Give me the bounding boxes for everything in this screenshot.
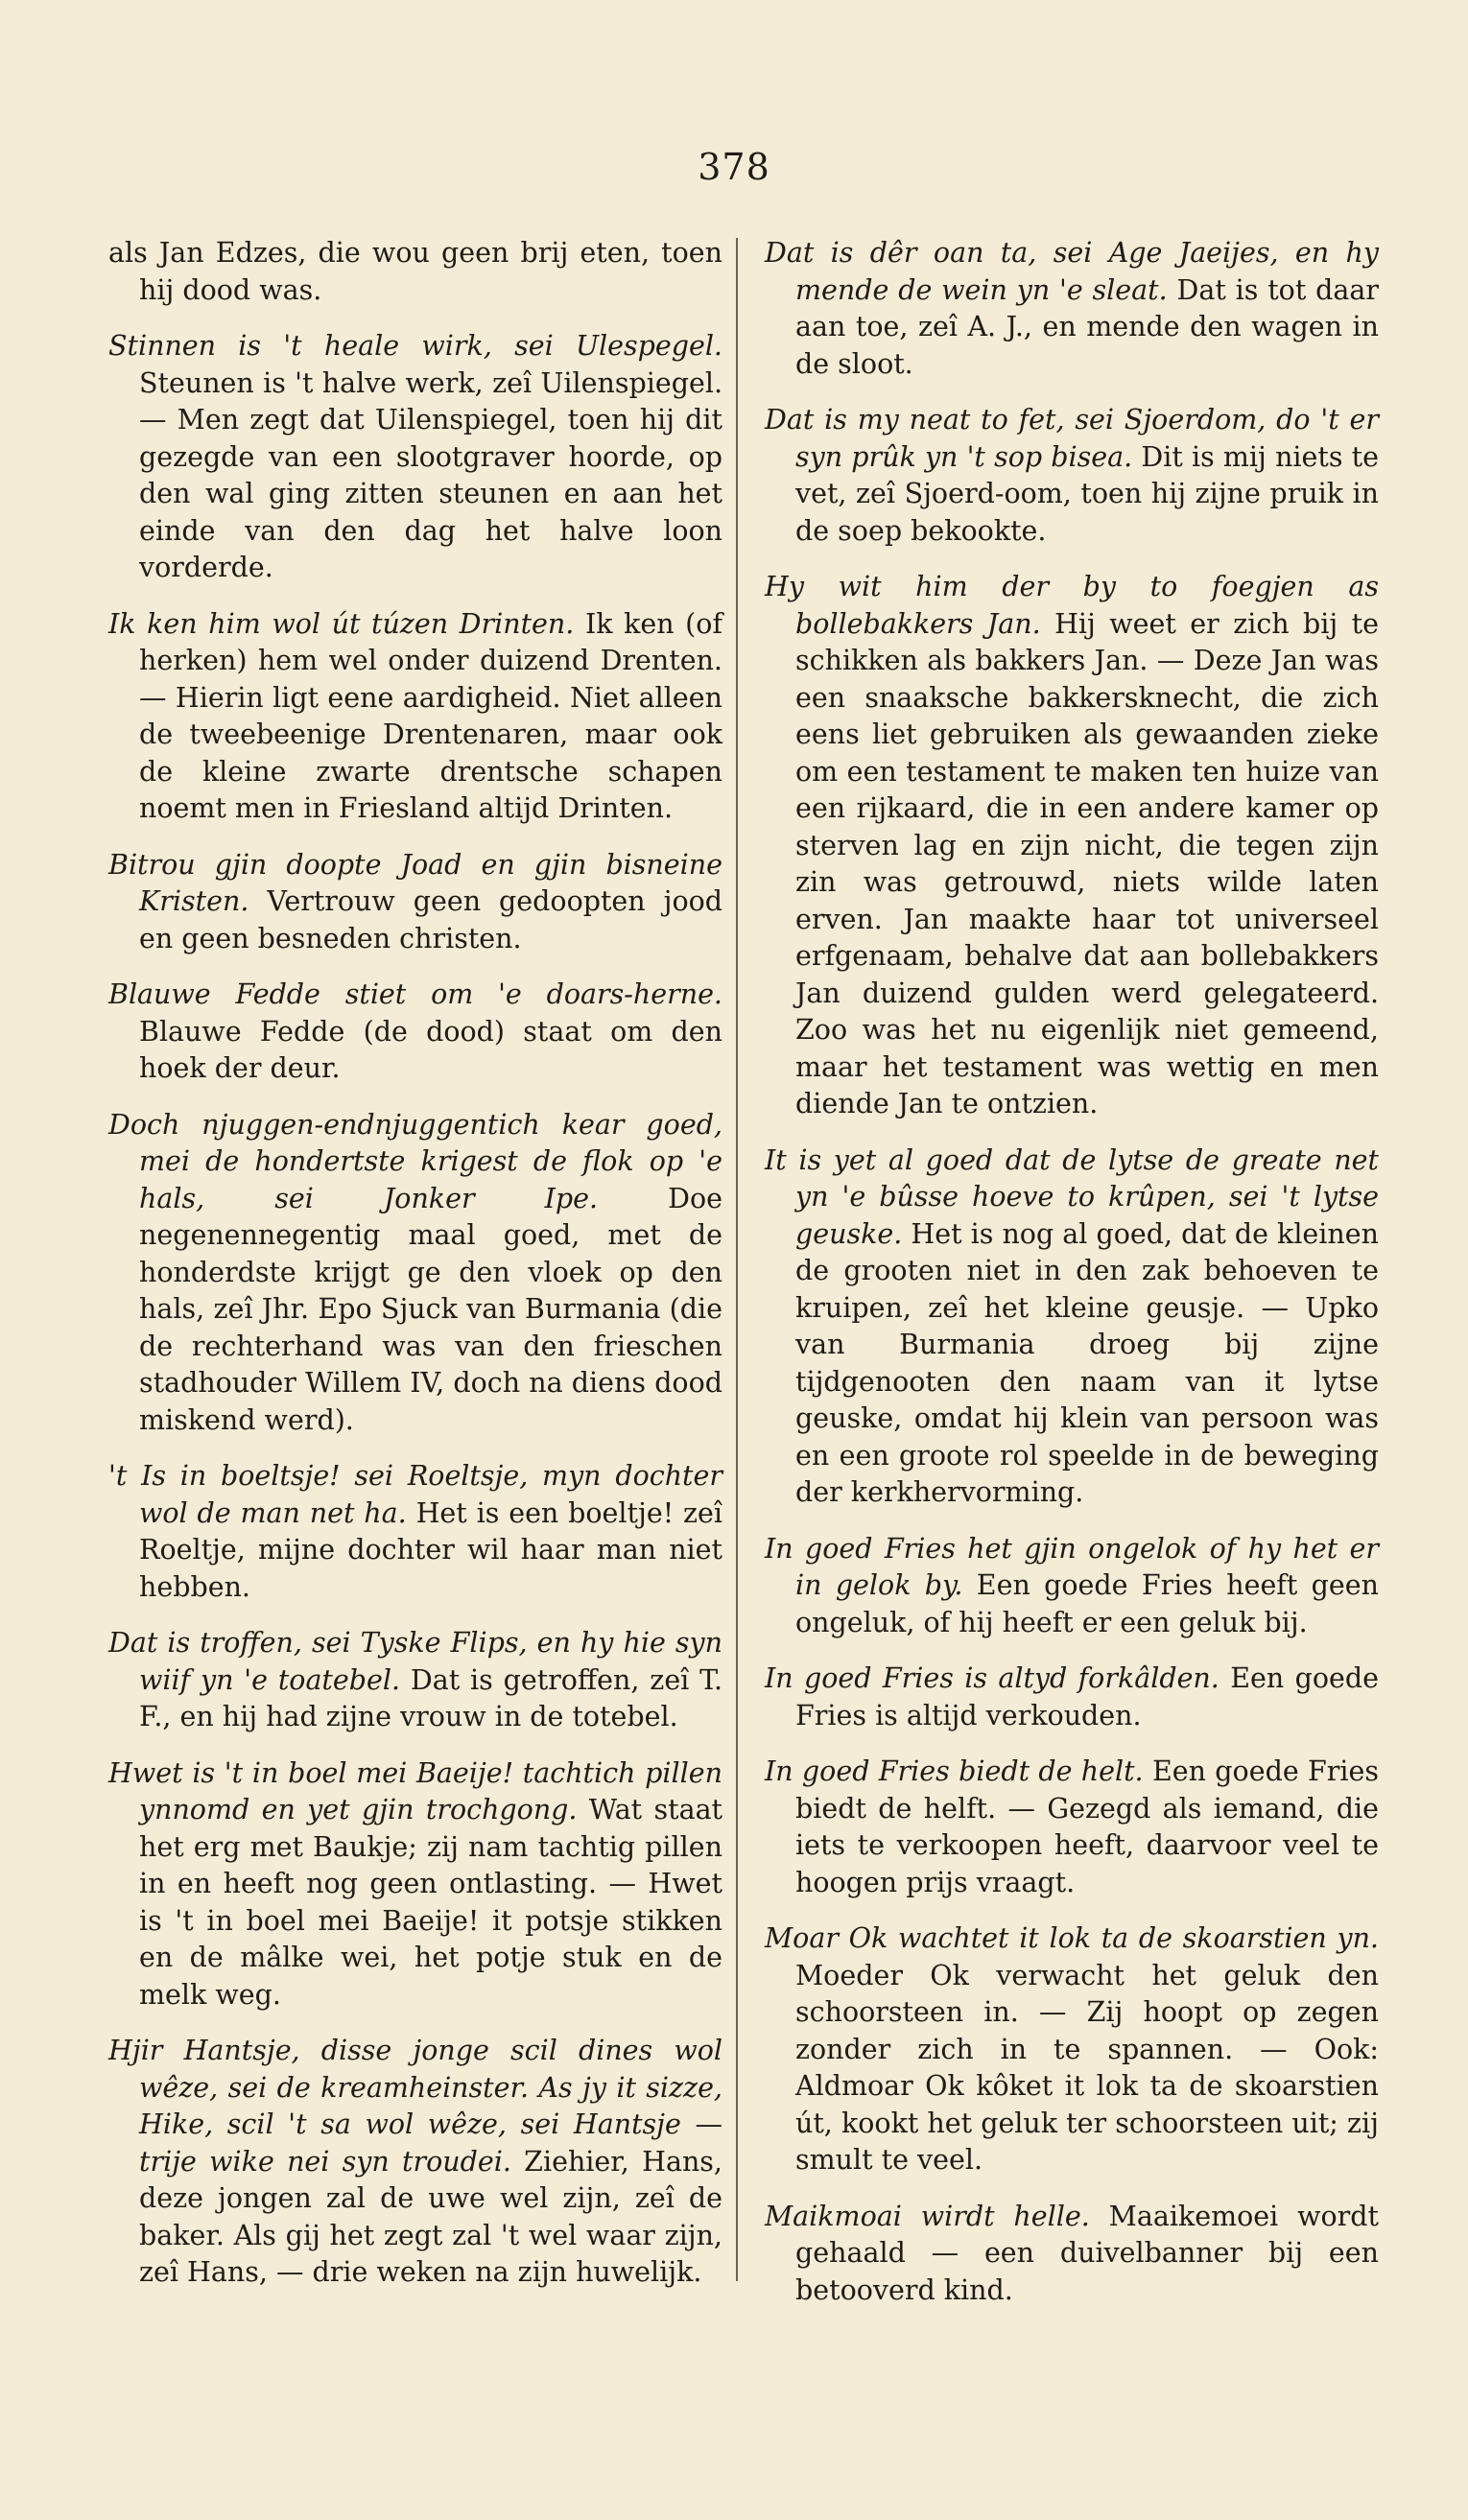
proverb-entry xyxy=(108,606,722,828)
proverb-entry xyxy=(765,2199,1379,2310)
dutch-translation: Hij weet er zich bij te schikken als bakkers Jan. — Deze Jan was een snaaksche bakkersknecht, die zich eens liet gebruiken als gewaanden zieke om een testament te maken ten huize van een rijkaard, die in een andere kamer op sterven lag en zijn nicht, die tegen zijn zin was getrouwd, niets wilde laten erven. Jan maakte haar tot universeel erfgenaam, behalve dat aan bollebakkers Jan duizend gulden werd gelegateerd. Zoo was het nu eigenlijk niet gemeend, maar het testament was wettig en men diende Jan te ontzien. xyxy=(795,607,1379,1119)
frisian-proverb: Hjir Hantsje, disse jonge scil dines wol wêze, sei de kreamheinster. As jy it sizze, Hike, scil 't sa wol wêze, sei Hantsje — trije wike nei syn troudei. xyxy=(108,2035,722,2178)
proverb-entry xyxy=(108,1458,722,1606)
frisian-proverb: Stinnen is 't heale wirk, sei Ulespegel. xyxy=(108,330,722,362)
dutch-translation: Maaikemoei wordt gehaald — een duivelbanner bij een betooverd kind. xyxy=(795,2200,1379,2306)
proverb-entry xyxy=(765,1142,1379,1512)
frisian-proverb: Ik ken him wol út túzen Drinten. xyxy=(108,607,575,640)
dutch-translation: Een goede Fries biedt de helft. — Gezegd als iemand, die iets te verkoopen heeft, daarvoor veel te hoogen prijs vraagt. xyxy=(795,1755,1380,1898)
proverb-entry xyxy=(108,847,722,958)
dutch-translation: Steunen is 't halve werk, zeî Uilenspiegel. — Men zegt dat Uilenspiegel, toen hij dit gezegde van een slootgraver hoorde, op den wal ging zitten steunen en aan het einde van den dag het halve loon vorderde. xyxy=(139,366,722,583)
frisian-proverb: It is yet al goed dat de lytse de greate net yn 'e bûsse hoeve to krûpen, sei 't lytse geuske. xyxy=(765,1143,1379,1250)
proverb-entry xyxy=(108,1625,722,1736)
dutch-translation: Vertrouw geen gedoopten jood en geen besneden christen. xyxy=(139,885,723,954)
frisian-proverb: In goed Fries is altyd forkâlden. xyxy=(765,1662,1219,1694)
frisian-proverb: Maikmoai wirdt helle. xyxy=(765,2200,1090,2232)
right-column xyxy=(765,235,1379,2309)
dutch-translation: Doe negenennegentig maal goed, met de honderdste krijgt ge den vloek op den hals, zeî Jhr. Epo Sjuck van Burmania (die de rechterhand was van den frieschen stadhouder Willem IV, doch na diens dood miskend werd). xyxy=(139,1182,722,1436)
frisian-proverb: Doch njuggen-endnjuggentich kear goed, mei de hondertste krigest de flok op 'e hals, sei Jonker Ipe. xyxy=(108,1108,722,1214)
proverb-entry xyxy=(765,402,1379,550)
proverb-entry xyxy=(108,2033,722,2292)
frisian-proverb: Dat is dêr oan ta, sei Age Jaeijes, en hy mende de wein yn 'e sleat. xyxy=(765,237,1379,306)
dutch-translation: Dit is mij niets te vet, zeî Sjoerd-oom, toen hij zijne pruik in de soep bekookte. xyxy=(795,440,1379,547)
frisian-proverb: In goed Fries het gjin ongelok of hy het er in gelok by. xyxy=(765,1532,1379,1601)
frisian-proverb: Bitrou gjin doopte Joad en gjin bisneine Kristen. xyxy=(108,848,722,917)
proverb-entry xyxy=(765,569,1379,1123)
left-column xyxy=(108,235,722,2292)
dutch-translation: Blauwe Fedde (de dood) staat om den hoek der deur. xyxy=(139,1015,722,1084)
frisian-proverb: Hwet is 't in boel mei Baeije! tachtich pillen ynnomd en yet gjin trochgong. xyxy=(108,1756,722,1825)
proverb-entry xyxy=(108,235,722,309)
dutch-translation: Ziehier, Hans, deze jongen zal de uwe wel zijn, zeî de baker. Als gij het zegt zal 't wel waar zijn, zeî Hans, — drie weken na zijn huwelijk. xyxy=(139,2145,722,2288)
dutch-translation: Een goede Fries heeft geen ongeluk, of hij heeft er een geluk bij. xyxy=(795,1569,1379,1638)
proverb-entry xyxy=(765,1754,1379,1901)
dutch-translation: Het is nog al goed, dat de kleinen de grooten niet in den zak behoeven te kruipen, zeî het kleine geusje. — Upko van Burmania droeg bij zijne tijdgenooten den naam van it lytse geuske, omdat hij klein van persoon was en een groote rol speelde in de beweging der kerkhervorming. xyxy=(795,1217,1379,1508)
dutch-translation: Moeder Ok verwacht het geluk den schoorsteen in. — Zij hoopt op zegen zonder zich in te spannen. — Ook: Aldmoar Ok kôket it lok ta de skoarstien út, kookt het geluk ter schoorsteen uit; zij smult te veel. xyxy=(795,1959,1379,2176)
proverb-entry xyxy=(108,977,722,1088)
frisian-proverb: 't Is in boeltsje! sei Roeltsje, myn dochter wol de man net ha. xyxy=(108,1460,722,1529)
frisian-proverb: Dat is my neat to fet, sei Sjoerdom, do 't er syn prûk yn 't sop bisea. xyxy=(765,404,1379,473)
dutch-translation: Ik ken (of herken) hem wel onder duizend Drenten. — Hierin ligt eene aardigheid. Niet alleen de tweebeenige Drentenaren, maar ook de kleine zwarte drentsche schapen noemt men in Friesland altijd Drinten. xyxy=(139,607,723,824)
frisian-proverb: Blauwe Fedde stiet om 'e doars-herne. xyxy=(108,978,722,1010)
proverb-entry xyxy=(765,1531,1379,1642)
frisian-proverb: In goed Fries biedt de helt. xyxy=(765,1755,1144,1787)
frisian-proverb: Hy wit him der by to foegjen as bollebakkers Jan. xyxy=(765,571,1379,640)
dutch-translation: Het is een boeltje! zeî Roeltje, mijne dochter wil haar man niet hebben. xyxy=(139,1496,723,1603)
frisian-proverb: Dat is troffen, sei Tyske Flips, en hy hie syn wiif yn 'e toatebel. xyxy=(108,1627,722,1696)
column-divider xyxy=(736,238,738,2281)
dutch-translation: Een goede Fries is altijd verkouden. xyxy=(795,1662,1380,1731)
frisian-proverb: Moar Ok wachtet it lok ta de skoarstien yn. xyxy=(765,1922,1379,1954)
dutch-translation: Dat is tot daar aan toe, zeî A. J., en mende den wagen in de sloot. xyxy=(795,273,1379,380)
proverb-entry xyxy=(765,1920,1379,2179)
proverb-entry xyxy=(765,1660,1379,1734)
dutch-translation: Dat is getroffen, zeî T. F., en hij had zijne vrouw in de totebel. xyxy=(139,1663,723,1732)
proverb-entry xyxy=(108,328,722,587)
dutch-translation: als Jan Edzes, die wou geen brij eten, toen hij dood was. xyxy=(108,237,722,306)
proverb-entry xyxy=(765,235,1379,383)
page-number: 378 xyxy=(698,146,770,188)
proverb-entry xyxy=(108,1755,722,2014)
dutch-translation: Wat staat het erg met Baukje; zij nam tachtig pillen in en heeft nog geen ontlasting. — Hwet is 't in boel mei Baeije! it potsje stikken en de mâlke wei, het potje stuk en de melk weg. xyxy=(139,1794,723,2011)
proverb-entry xyxy=(108,1107,722,1440)
